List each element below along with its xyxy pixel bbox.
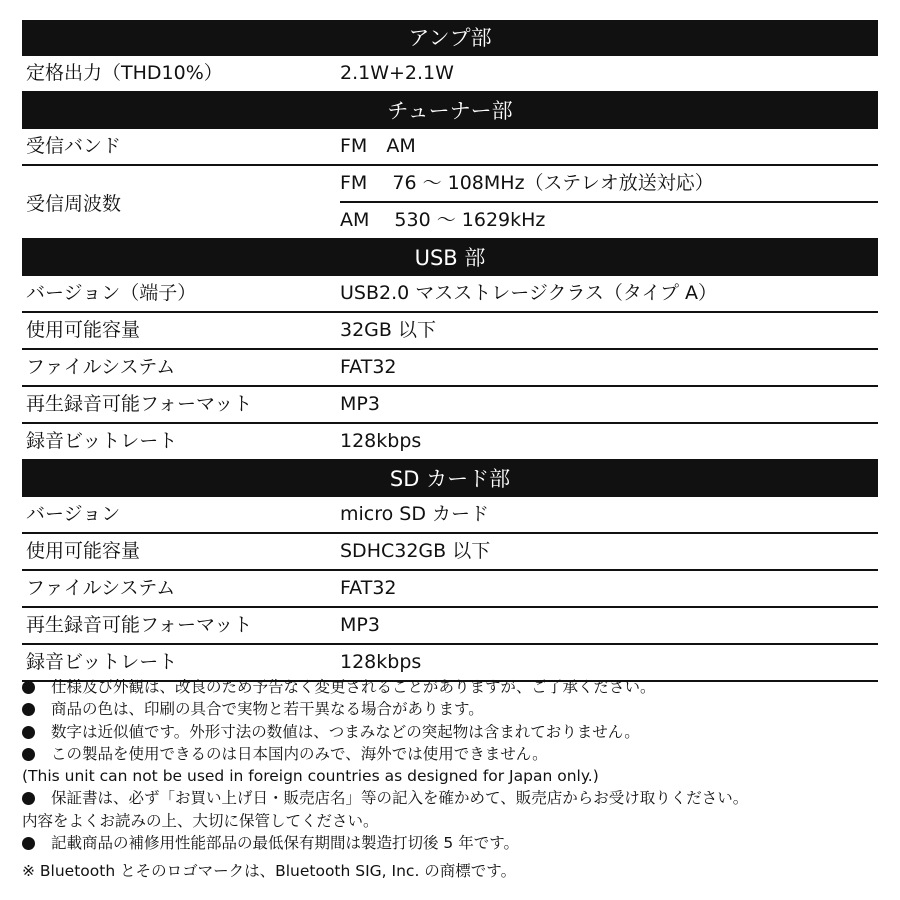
- spec-value: micro SD カード: [340, 503, 490, 525]
- note-text: 記載商品の補修用性能部品の最低保有期間は製造打切後 5 年です。: [51, 834, 519, 853]
- spec-label: 使用可能容量: [26, 319, 141, 341]
- bullet-icon: [22, 726, 35, 739]
- note-text: 仕様及び外観は、改良のため予告なく変更されることがありますが、ご了承ください。: [51, 678, 656, 696]
- spec-value: USB2.0 マスストレージクラス（タイプ A）: [340, 282, 718, 304]
- spec-label: 受信周波数: [26, 192, 122, 215]
- note-text: 保証書は、必ず「お買い上げ日・販売店名」等の記入を確かめて、販売店からお受け取りください。: [51, 789, 749, 808]
- spec-row: [22, 571, 878, 608]
- notes-list: [22, 676, 882, 883]
- spec-value: MP3: [340, 614, 380, 636]
- spec-label: バージョン（端子）: [26, 282, 197, 304]
- bullet-icon: [22, 792, 35, 805]
- spec-label: 受信バンド: [26, 135, 122, 157]
- note-text: この製品を使用できるのは日本国内のみで、海外では使用できません。: [51, 744, 548, 763]
- note-item: [22, 721, 882, 743]
- note-item: [22, 787, 882, 809]
- bullet-icon: [22, 681, 35, 694]
- spec-row: [22, 276, 878, 313]
- spec-row: [22, 608, 878, 645]
- bullet-icon: [22, 837, 35, 850]
- spec-value-fm: FM 76 ～ 108MHz（ステレオ放送対応）: [340, 172, 714, 194]
- spec-value: 128kbps: [340, 430, 422, 452]
- note-item: [22, 676, 882, 698]
- spec-label: バージョン: [26, 503, 121, 525]
- spec-value: 2.1W+2.1W: [340, 62, 454, 84]
- spec-row: [22, 424, 878, 461]
- note-text: 商品の色は、印刷の具合で実物と若干異なる場合があります。: [51, 700, 484, 719]
- spec-value: 32GB 以下: [340, 319, 436, 341]
- spec-label: 録音ビットレート: [26, 430, 178, 452]
- spec-row-rated-output: [22, 56, 878, 93]
- note-item: [22, 698, 882, 720]
- note-text: 数字は近似値です。外形寸法の数値は、つまみなどの突起物は含まれておりません。: [51, 722, 640, 741]
- spec-label: 定格出力（THD10%）: [26, 62, 223, 84]
- spec-label: 録音ビットレート: [26, 651, 178, 673]
- spec-row: [22, 534, 878, 571]
- note-item: [22, 743, 882, 765]
- spec-label: ファイルシステム: [26, 356, 176, 378]
- spec-row-band: [22, 129, 878, 166]
- bullet-icon: [22, 748, 35, 761]
- tuner-section-header: チューナー部: [22, 93, 878, 129]
- spec-row: [22, 313, 878, 350]
- spec-label: 再生録音可能フォーマット: [26, 393, 253, 415]
- spec-value: FM AM: [340, 135, 416, 157]
- sd-section-header: SD カード部: [22, 461, 878, 497]
- spec-row: [22, 387, 878, 424]
- spec-label: 使用可能容量: [26, 540, 141, 562]
- spec-value: FAT32: [340, 577, 397, 599]
- spec-value: FAT32: [340, 356, 397, 378]
- spec-row: [22, 350, 878, 387]
- spec-row-frequency: [22, 166, 878, 240]
- spec-value: 128kbps: [340, 651, 422, 673]
- usb-section-header: USB 部: [22, 240, 878, 276]
- spec-label: ファイルシステム: [26, 577, 176, 599]
- spec-value: SDHC32GB 以下: [340, 540, 491, 562]
- spec-value-am: AM 530 ～ 1629kHz: [340, 201, 878, 238]
- spec-value: MP3: [340, 393, 380, 415]
- spec-label: 再生録音可能フォーマット: [26, 614, 253, 636]
- note-item: [22, 832, 882, 854]
- bullet-icon: [22, 703, 35, 716]
- note-continuation: (This unit can not be used in foreign countries as designed for Japan only.): [22, 767, 599, 786]
- amp-section-header: アンプ部: [22, 20, 878, 56]
- note-continuation: 内容をよくお読みの上、大切に保管してください。: [22, 811, 379, 830]
- trademark-footnote: ※ Bluetooth とそのロゴマークは、Bluetooth SIG, Inc. の商標です。: [22, 862, 517, 881]
- spec-table: [22, 20, 878, 682]
- spec-row: [22, 497, 878, 534]
